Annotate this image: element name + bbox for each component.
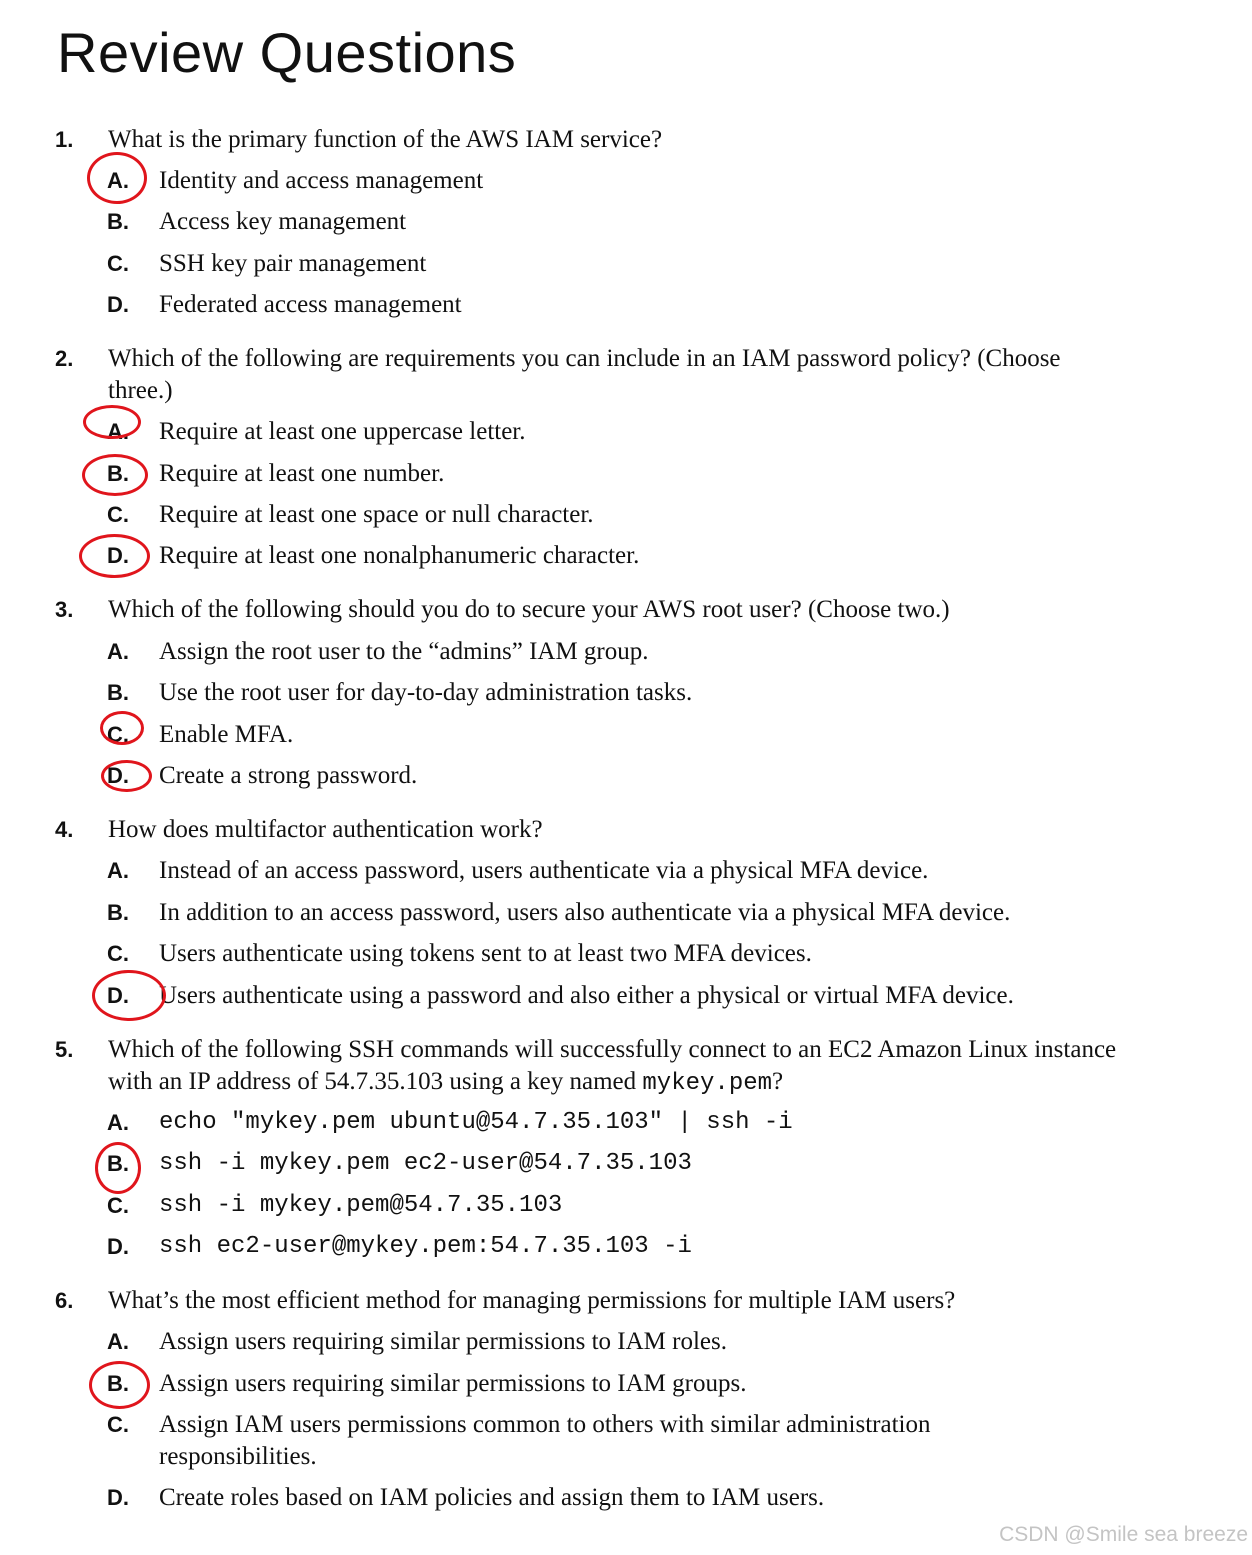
q1-option-c-text: SSH key pair management [159, 250, 427, 277]
q1-option-c-letter: C. [107, 251, 129, 276]
q5-option-b-text: ssh -i mykey.pem ec2-user@54.7.35.103 [159, 1150, 692, 1177]
q3-option-b-text: Use the root user for day-to-day administration tasks. [159, 679, 693, 706]
q6-option-a-letter: A. [107, 1329, 129, 1354]
answer-circle-q4-d [92, 970, 166, 1021]
q5-option-b-letter: B. [107, 1151, 129, 1176]
q4-option-b-letter: B. [107, 900, 129, 925]
q1-option-d-letter: D. [107, 292, 129, 317]
q2-option-d-text: Require at least one nonalphanumeric character. [159, 542, 640, 569]
question-5-text-after: ? [772, 1068, 784, 1095]
q5-option-c-letter: C. [107, 1193, 129, 1218]
q6-option-d-letter: D. [107, 1485, 129, 1510]
q2-option-a-text: Require at least one uppercase letter. [159, 418, 526, 445]
q5-option-a-text: echo "mykey.pem ubuntu@54.7.35.103" | ssh -i [159, 1109, 793, 1136]
q4-option-a-text: Instead of an access password, users authenticate via a physical MFA device. [159, 857, 929, 884]
q5-option-d-letter: D. [107, 1234, 129, 1259]
question-3-number: 3. [55, 597, 74, 622]
q6-option-b-letter: B. [107, 1371, 129, 1396]
q3-option-c-letter: C. [107, 722, 129, 747]
q1-option-a-letter: A. [107, 168, 129, 193]
q1-option-a-text: Identity and access management [159, 167, 484, 194]
q6-option-c-text: Assign IAM users permissions common to others with similar administration responsibilities. [159, 1411, 931, 1470]
question-5-text-before: Which of the following SSH commands will successfully connect to an EC2 Amazon Linux instance with an IP address of 54.7.35.103 using a key named [108, 1036, 1117, 1095]
q5-option-a-letter: A. [107, 1110, 129, 1135]
answer-circle-q3-c [100, 711, 144, 745]
q1-option-b-text: Access key management [159, 208, 407, 235]
answer-circle-q1-a [87, 152, 147, 204]
question-2-number: 2. [55, 346, 74, 371]
q5-option-c-text: ssh -i mykey.pem@54.7.35.103 [159, 1192, 563, 1219]
watermark: CSDN @Smile sea breeze [999, 1523, 1248, 1546]
q3-option-d-text: Create a strong password. [159, 762, 418, 789]
answer-circle-q6-b [89, 1361, 150, 1409]
question-6-text: What’s the most efficient method for managing permissions for multiple IAM users? [108, 1287, 956, 1314]
question-1-number: 1. [55, 127, 74, 152]
q3-option-c-text: Enable MFA. [159, 721, 294, 748]
answer-circle-q2-b [82, 454, 148, 496]
question-5-text [108, 1034, 1138, 1100]
q4-option-d-text: Users authenticate using a password and also either a physical or virtual MFA device. [159, 982, 1014, 1009]
answer-circle-q2-a [83, 405, 141, 439]
question-5-key-name: mykey.pem [642, 1070, 773, 1097]
q1-option-d-text: Federated access management [159, 291, 462, 318]
answer-circle-q3-d [101, 760, 152, 792]
q3-option-d-letter: D. [107, 763, 129, 788]
q2-option-b-letter: B. [107, 461, 129, 486]
question-4-number: 4. [55, 817, 74, 842]
answer-circle-q5-b [95, 1142, 141, 1194]
page-title: Review Questions [57, 21, 517, 84]
q6-option-a-text: Assign users requiring similar permissions to IAM roles. [159, 1328, 728, 1355]
q5-option-d-text: ssh ec2-user@mykey.pem:54.7.35.103 -i [159, 1233, 692, 1260]
q4-option-a-letter: A. [107, 858, 129, 883]
q3-option-a-letter: A. [107, 639, 129, 664]
question-5-number: 5. [55, 1037, 74, 1062]
q2-option-c-text: Require at least one space or null character. [159, 501, 594, 528]
q4-option-d-letter: D. [107, 983, 129, 1008]
question-1-text: What is the primary function of the AWS IAM service? [108, 126, 663, 153]
answer-circle-q2-d [79, 534, 150, 578]
q2-option-c-letter: C. [107, 502, 129, 527]
question-4-text: How does multifactor authentication work? [108, 816, 543, 843]
question-6-number: 6. [55, 1288, 74, 1313]
q4-option-c-letter: C. [107, 941, 129, 966]
q3-option-a-text: Assign the root user to the “admins” IAM group. [159, 638, 649, 665]
q3-option-b-letter: B. [107, 680, 129, 705]
q2-option-d-letter: D. [107, 543, 129, 568]
q6-option-b-text: Assign users requiring similar permissions to IAM groups. [159, 1370, 747, 1397]
question-3-text: Which of the following should you do to secure your AWS root user? (Choose two.) [108, 596, 950, 623]
q1-option-b-letter: B. [107, 209, 129, 234]
question-2-text: Which of the following are requirements you can include in an IAM password policy? (Choose three.) [108, 345, 1061, 404]
q2-option-b-text: Require at least one number. [159, 460, 445, 487]
q2-option-a-letter: A. [107, 419, 129, 444]
q6-option-d-text: Create roles based on IAM policies and assign them to IAM users. [159, 1484, 825, 1511]
q4-option-c-text: Users authenticate using tokens sent to at least two MFA devices. [159, 940, 812, 967]
q6-option-c-letter: C. [107, 1412, 129, 1437]
q4-option-b-text: In addition to an access password, users also authenticate via a physical MFA device. [159, 899, 1011, 926]
